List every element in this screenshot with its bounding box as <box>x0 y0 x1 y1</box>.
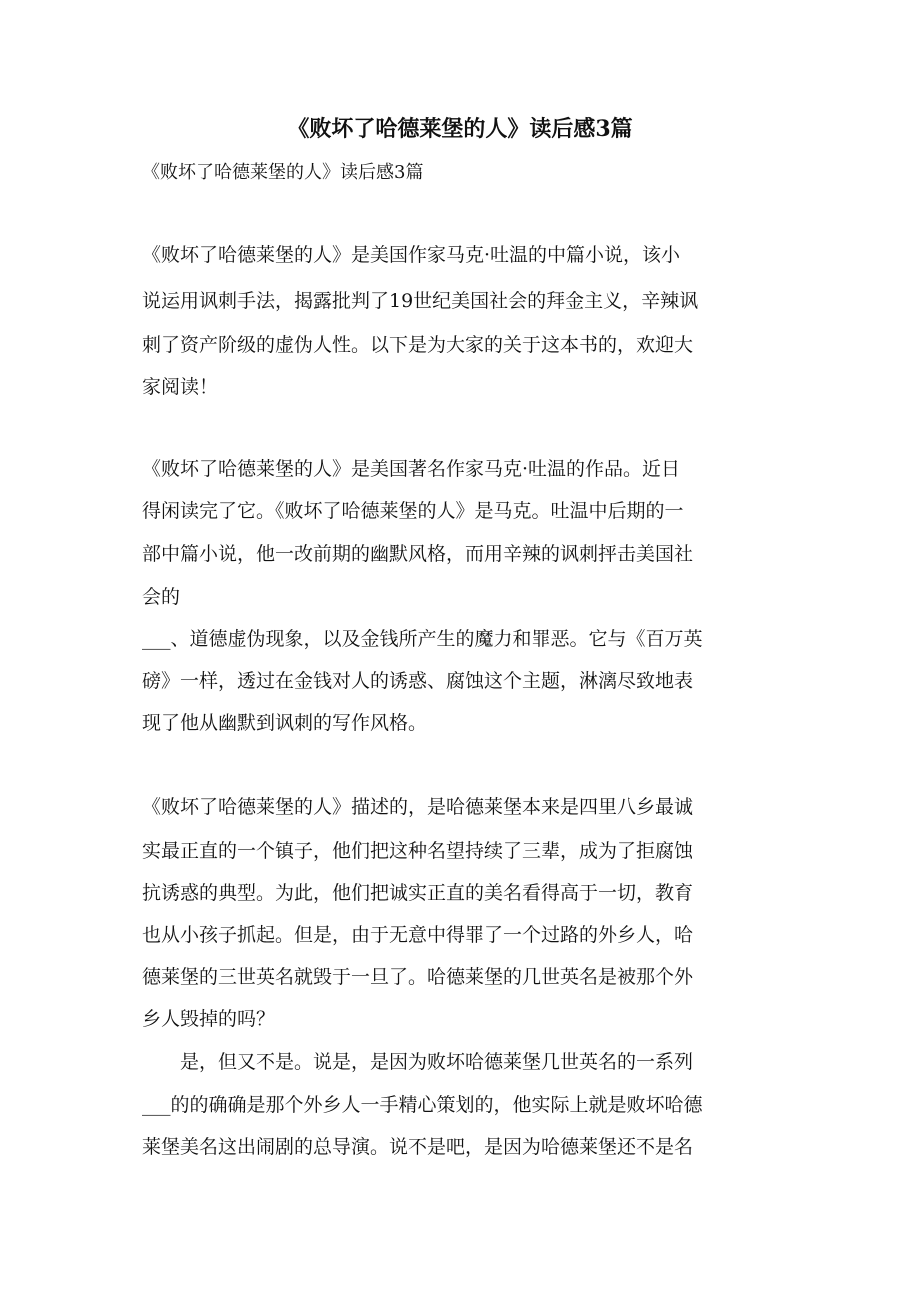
paragraph-line: 会的 <box>142 586 181 608</box>
document-subtitle: 《败坏了哈德莱堡的人》读后感3篇 <box>142 162 424 183</box>
paragraph-line: 《败坏了哈德莱堡的人》是美国著名作家马克·吐温的作品。近日 <box>142 458 681 480</box>
document-title: 《败坏了哈德莱堡的人》读后感3篇 <box>287 116 633 142</box>
paragraph-line: 磅》一样，透过在金钱对人的诱惑、腐蚀这个主题，淋漓尽致地表 <box>142 670 694 692</box>
paragraph-line: 德莱堡的三世英名就毁于一旦了。哈德莱堡的几世英名是被那个外 <box>142 966 694 988</box>
paragraph-line: 是，但又不是。说是，是因为败坏哈德莱堡几世英名的一系列 <box>142 1051 694 1073</box>
paragraph-line: ___、道德虚伪现象，以及金钱所产生的魔力和罪恶。它与《百万英 <box>142 628 703 650</box>
paragraph-line: 实最正直的一个镇子，他们把这种名望持续了三辈，成为了拒腐蚀 <box>142 840 694 862</box>
paragraph-line: 说运用讽刺手法，揭露批判了19世纪美国社会的拜金主义，辛辣讽 <box>142 290 699 312</box>
paragraph-line: 部中篇小说，他一改前期的幽默风格，而用辛辣的讽刺抨击美国社 <box>142 543 694 565</box>
paragraph-line: ___的的确确是那个外乡人一手精心策划的，他实际上就是败坏哈德 <box>142 1094 703 1116</box>
paragraph-line: 《败坏了哈德莱堡的人》描述的，是哈德莱堡本来是四里八乡最诚 <box>142 796 694 818</box>
paragraph-line: 《败坏了哈德莱堡的人》是美国作家马克·吐温的中篇小说，该小 <box>142 244 681 266</box>
paragraph-line: 得闲读完了它。《败坏了哈德莱堡的人》是马克。吐温中后期的一 <box>142 500 684 522</box>
paragraph-line: 也从小孩子抓起。但是，由于无意中得罪了一个过路的外乡人，哈 <box>142 924 694 946</box>
paragraph-line: 抗诱惑的典型。为此，他们把诚实正直的美名看得高于一切，教育 <box>142 882 694 904</box>
paragraph-line: 家阅读！ <box>142 376 219 398</box>
paragraph-line: 刺了资产阶级的虚伪人性。以下是为大家的关于这本书的，欢迎大 <box>142 334 694 356</box>
paragraph-line: 乡人毁掉的吗？ <box>142 1008 276 1030</box>
paragraph-line: 莱堡美名这出闹剧的总导演。说不是吧，是因为哈德莱堡还不是名 <box>142 1136 694 1158</box>
paragraph-line: 现了他从幽默到讽刺的写作风格。 <box>142 712 428 734</box>
